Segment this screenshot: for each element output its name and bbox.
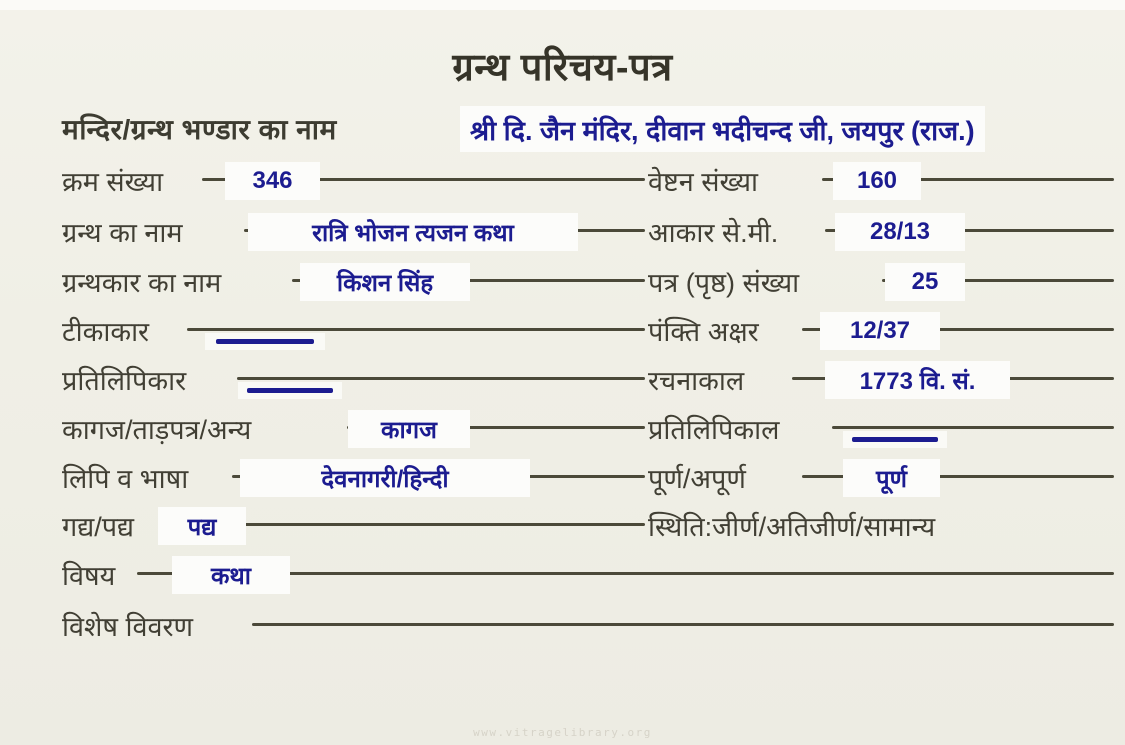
field-label: स्थिति:जीर्ण/अतिजीर्ण/सामान्य bbox=[648, 512, 936, 542]
field-label: ग्रन्थ का नाम bbox=[62, 218, 183, 248]
field-value: 12/37 bbox=[820, 312, 940, 350]
field-value: पद्य bbox=[158, 507, 246, 545]
field-value: 160 bbox=[833, 162, 921, 200]
rule-line bbox=[252, 623, 1114, 626]
field-value: 346 bbox=[225, 162, 320, 200]
field-complete-incomplete bbox=[648, 463, 1114, 505]
field-bundle-number bbox=[648, 166, 1114, 208]
field-condition bbox=[648, 511, 1114, 553]
field-label: लिपि व भाषा bbox=[62, 464, 189, 494]
field-lines-letters bbox=[648, 316, 1114, 358]
bhandar-name-value: श्री दि. जैन मंदिर, दीवान भदीचन्द जी, जयपुर (राज.) bbox=[460, 106, 985, 152]
rule-line bbox=[832, 426, 1114, 429]
field-composition-date bbox=[648, 365, 1114, 407]
field-label: प्रतिलिपिकार bbox=[62, 366, 187, 396]
field-label: ग्रन्थकार का नाम bbox=[62, 268, 222, 298]
field-label: टीकाकार bbox=[62, 317, 150, 347]
field-label: गद्य/पद्य bbox=[62, 512, 135, 542]
field-label: पत्र (पृष्ठ) संख्या bbox=[648, 268, 800, 298]
field-value: 25 bbox=[885, 263, 965, 301]
field-label: रचनाकाल bbox=[648, 366, 745, 396]
field-value: कथा bbox=[172, 556, 290, 594]
field-label: कागज/ताड़पत्र/अन्य bbox=[62, 415, 252, 445]
field-label: आकार से.मी. bbox=[648, 218, 779, 248]
field-script-language bbox=[62, 463, 645, 505]
field-commentator bbox=[62, 316, 645, 358]
field-material bbox=[62, 414, 645, 456]
field-value: देवनागरी/हिन्दी bbox=[240, 459, 530, 497]
form-title: ग्रन्थ परिचय-पत्र bbox=[452, 47, 673, 89]
field-value: पूर्ण bbox=[843, 459, 940, 497]
field-prose-verse bbox=[62, 511, 645, 553]
field-subject bbox=[62, 560, 1114, 602]
blank-dash-mark bbox=[843, 431, 947, 448]
field-label: विशेष विवरण bbox=[62, 612, 194, 642]
field-page-count bbox=[648, 267, 1114, 309]
rule-line bbox=[237, 377, 645, 380]
field-serial-number bbox=[62, 166, 645, 208]
field-special-details bbox=[62, 611, 1114, 653]
field-label: प्रतिलिपिकाल bbox=[648, 415, 780, 445]
header-row bbox=[62, 106, 1117, 154]
field-label: विषय bbox=[62, 561, 116, 591]
field-author-name bbox=[62, 267, 645, 309]
field-copyist bbox=[62, 365, 645, 407]
blank-dash-mark bbox=[205, 333, 325, 350]
watermark: www.vitragelibrary.org bbox=[473, 726, 652, 739]
rule-line bbox=[177, 523, 645, 526]
scan-edge-strip bbox=[0, 0, 1125, 10]
rule-line bbox=[187, 328, 645, 331]
field-value: किशन सिंह bbox=[300, 263, 470, 301]
field-value: 1773 वि. सं. bbox=[825, 361, 1010, 399]
blank-dash-mark bbox=[238, 382, 342, 399]
field-value: रात्रि भोजन त्यजन कथा bbox=[248, 213, 578, 251]
field-label: वेष्टन संख्या bbox=[648, 167, 758, 197]
field-label: पूर्ण/अपूर्ण bbox=[648, 464, 746, 494]
field-label: क्रम संख्या bbox=[62, 167, 164, 197]
field-size-cm bbox=[648, 217, 1114, 259]
field-granth-name bbox=[62, 217, 645, 259]
field-value: 28/13 bbox=[835, 213, 965, 251]
field-copy-date bbox=[648, 414, 1114, 456]
field-label: पंक्ति अक्षर bbox=[648, 317, 759, 347]
bhandar-name-label: मन्दिर/ग्रन्थ भण्डार का नाम bbox=[62, 114, 337, 145]
field-value: कागज bbox=[348, 410, 470, 448]
